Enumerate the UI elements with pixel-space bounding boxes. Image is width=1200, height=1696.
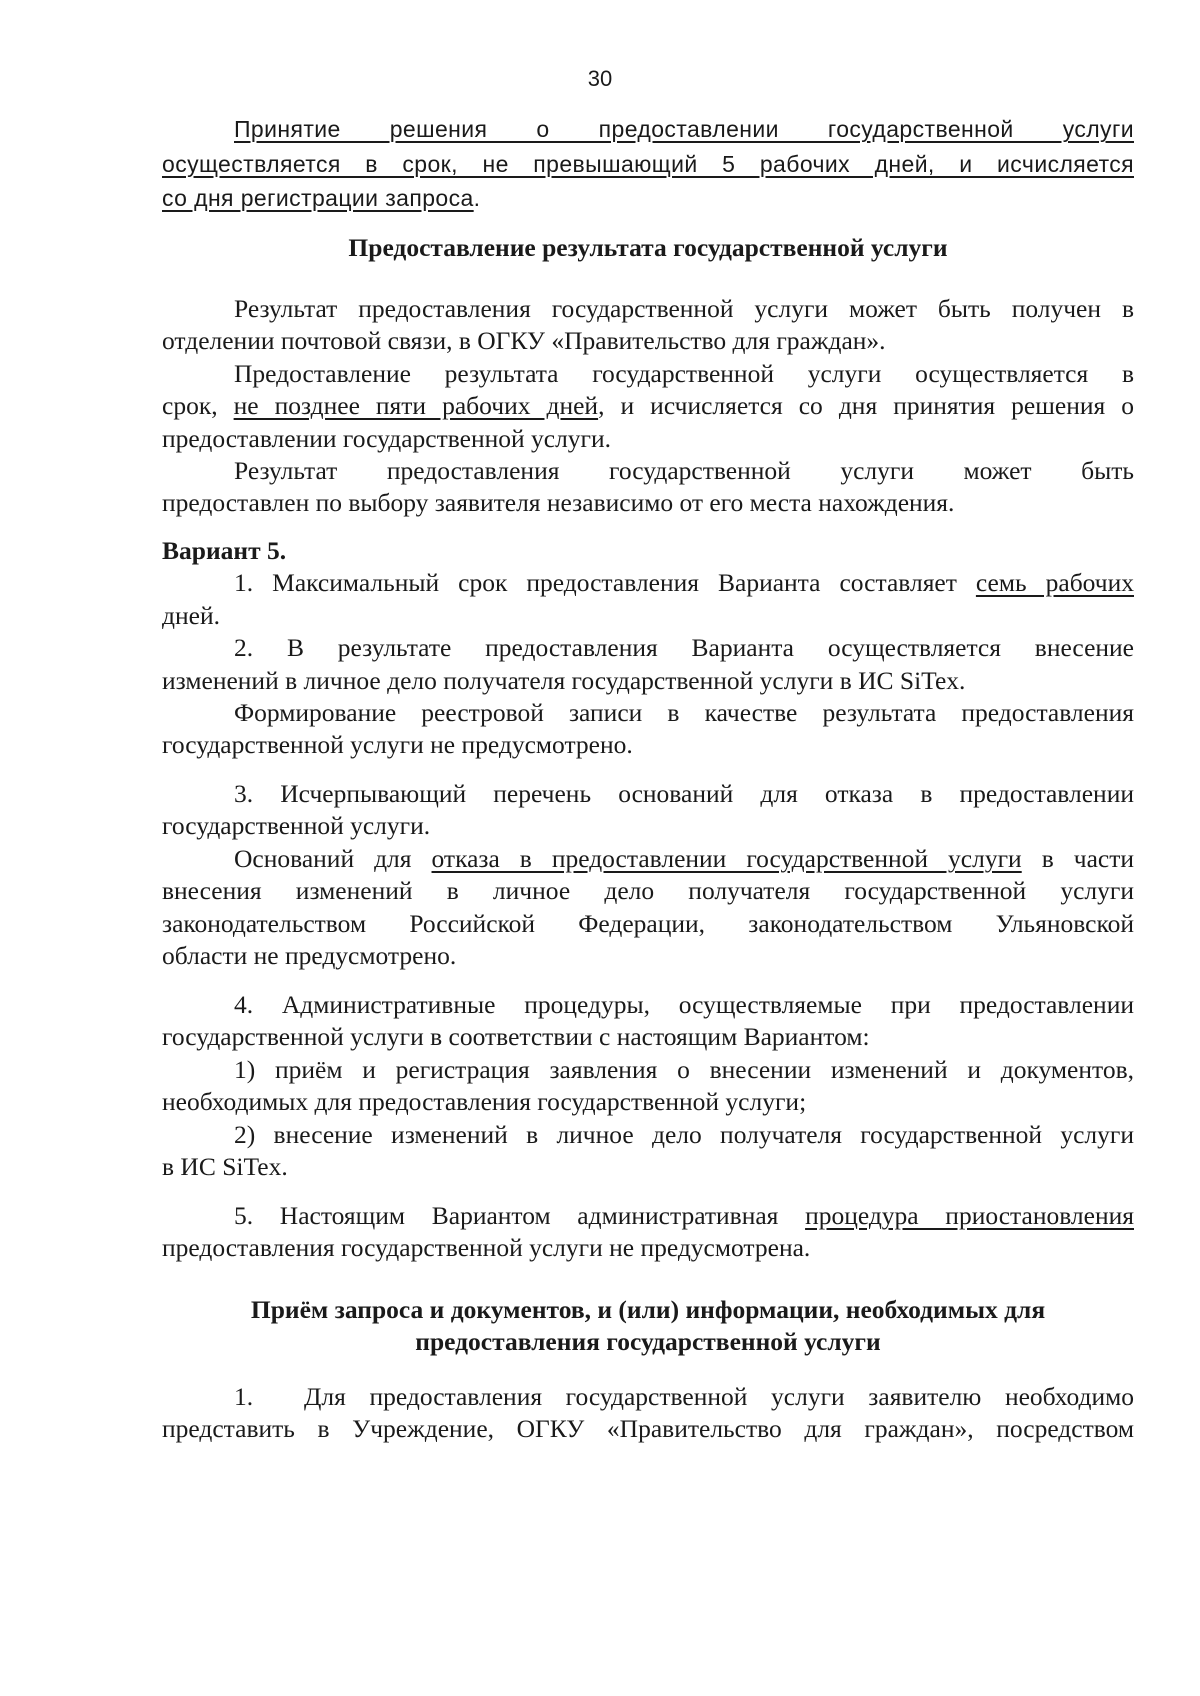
result-p2-line-1: Предоставление результата государственной услуги осуществляется в (234, 358, 1134, 388)
variant5-item3-line-1: 3. Исчерпывающий перечень оснований для отказа в предоставлении (234, 779, 1134, 808)
variant5-item3-line-2: государственной услуги. (162, 811, 431, 841)
variant5-item3b-line-3: законодательством Российской Федерации, законодательством Ульяновской (162, 908, 1134, 938)
reception-p1-number: 1. (234, 1382, 254, 1411)
variant5-section (162, 535, 1134, 762)
reception-p1-text: Для предоставления государственной услуги заявителю необходимо (304, 1382, 1134, 1411)
variant5-item2-line-2: изменений в личное дело получателя государственной услуги в ИС SiTex. (162, 665, 966, 695)
variant5-item3b-text-a: Оснований для (234, 843, 432, 873)
variant5-item2b-line-1: Формирование реестровой записи в качестве результата предоставления (234, 697, 1134, 727)
reception-paragraph (162, 1381, 1134, 1446)
result-p3-line-1: Результат предоставления государственной услуги может быть (234, 455, 1134, 485)
variant5-item3 (162, 778, 1134, 972)
variant5-item4b-line-2: в ИС SiTex. (162, 1151, 288, 1181)
result-p2-line-3: предоставлении государственной услуги. (162, 423, 612, 453)
page-number: 30 (587, 66, 613, 91)
reception-section (162, 1294, 1134, 1359)
variant5-item2b-line-2: государственной услуги не предусмотрено. (162, 730, 633, 760)
variant5-item4a-line-2: необходимых для предоставления государственной услуги; (162, 1087, 807, 1117)
decision-line-3 (162, 181, 1134, 216)
variant5-item3b-line-4: области не предусмотрено. (162, 940, 457, 970)
variant5-item5 (162, 1200, 1134, 1265)
result-p1-line-2: отделении почтовой связи, в ОГКУ «Правительство для граждан». (162, 326, 886, 356)
variant5-item4-line-2: государственной услуги в соответствии с настоящим Вариантом: (162, 1022, 870, 1052)
decision-paragraph (162, 112, 1134, 216)
result-p2-text-a: срок, (162, 391, 234, 421)
result-p2-line-2 (162, 390, 1134, 422)
variant5-item1-line-2: дней. (162, 600, 220, 630)
variant5-item3b-line-2: внесения изменений в личное дело получателя государственной услуги (162, 876, 1134, 906)
variant5-item4a-line-1: 1) приём и регистрация заявления о внесении изменений и документов, (234, 1054, 1134, 1084)
result-heading: Предоставление результата государственной услуги (348, 233, 948, 262)
variant5-item1-line-1 (162, 567, 1134, 599)
reception-p1-line-1 (162, 1381, 1134, 1413)
decision-line-3-period: . (473, 185, 481, 211)
variant5-item4 (162, 989, 1134, 1183)
variant5-item3b-underlined-term: отказа в предоставлении государственной услуги (431, 843, 1022, 873)
result-paragraphs (162, 293, 1134, 520)
variant5-item3b-text-b: в части (1021, 843, 1134, 873)
reception-heading-line-1: Приём запроса и документов, и (или) информации, необходимых для (250, 1295, 1046, 1324)
variant5-item4b-line-1: 2) внесение изменений в личное дело получателя государственной услуги (234, 1119, 1134, 1149)
result-p3-line-2: предоставлен по выбору заявителя независимо от его места нахождения. (162, 488, 955, 518)
decision-line-3-text: со дня регистрации запроса (162, 185, 474, 211)
variant5-item5-text: 5. Настоящим Вариантом административная (234, 1201, 806, 1230)
decision-line-1: Принятие решения о предоставлении государственной услуги (234, 116, 1134, 142)
variant5-item2-line-1: 2. В результате предоставления Варианта осуществляется внесение (234, 633, 1134, 663)
variant5-heading: Вариант 5. (162, 536, 287, 565)
variant5-item1-text: 1. Максимальный срок предоставления Варианта составляет (234, 568, 976, 598)
variant5-item4-line-1: 4. Административные процедуры, осуществляемые при предоставлении (234, 990, 1134, 1019)
reception-heading-line-2: предоставления государственной услуги (415, 1327, 881, 1357)
result-p1-line-1: Результат предоставления государственной услуги может быть получен в (234, 294, 1134, 323)
variant5-item5-line-2: предоставления государственной услуги не предусмотрена. (162, 1233, 811, 1263)
variant5-item5-underlined-term: процедура приостановления (805, 1201, 1134, 1230)
variant5-item1-underlined-term: семь рабочих (975, 568, 1134, 598)
result-p2-text-b: , и исчисляется со дня принятия решения о (598, 391, 1134, 421)
variant5-item3b-line-1 (162, 843, 1134, 875)
decision-line-2: осуществляется в срок, не превышающий 5 рабочих дней, и исчисляется (162, 150, 1134, 177)
variant5-item5-line-1 (162, 1200, 1134, 1232)
result-p2-underlined-term: не позднее пяти рабочих дней (233, 391, 599, 421)
result-section (162, 232, 1134, 264)
reception-p1-line-2: представить в Учреждение, ОГКУ «Правительство для граждан», посредством (162, 1414, 1134, 1444)
